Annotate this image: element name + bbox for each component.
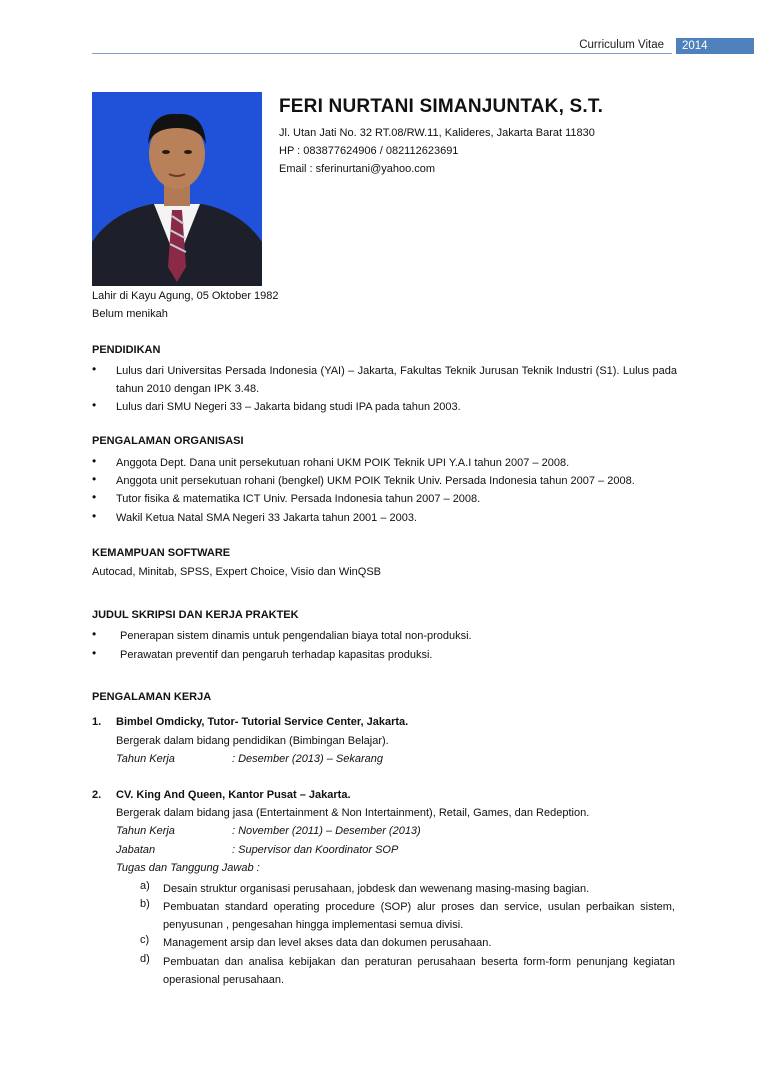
- header-title: Curriculum Vitae: [579, 39, 664, 51]
- organisasi-item-2: Anggota unit persekutuan rohani (bengkel) UKM POIK Teknik Univ. Persada Indonesia tahun 2007 – 2008.: [116, 475, 635, 487]
- list-item: [92, 398, 677, 416]
- profile-status: Belum menikah: [92, 308, 168, 320]
- task-item: [140, 898, 675, 934]
- job-1-tahun-value: : Desember (2013) – Sekarang: [232, 753, 384, 765]
- bullet-icon: •: [92, 646, 97, 660]
- bullet-icon: •: [92, 454, 97, 468]
- job-2-tugas-label: Tugas dan Tanggung Jawab :: [116, 862, 260, 874]
- job-2-jabatan-label: Jabatan: [116, 844, 156, 856]
- task-text: Pembuatan dan analisa kebijakan dan peraturan perusahaan beserta form-form penunjang kegiatan operasional perusahaan.: [163, 956, 675, 986]
- skripsi-item-2: Perawatan preventif dan pengaruh terhadap kapasitas produksi.: [120, 649, 433, 661]
- bullet-icon: •: [92, 490, 97, 504]
- header-year: 2014: [676, 38, 754, 54]
- list-item: [92, 627, 677, 645]
- profile-name: FERI NURTANI SIMANJUNTAK, S.T.: [279, 96, 604, 117]
- portrait-illustration: [92, 92, 262, 286]
- task-item: [140, 953, 675, 989]
- pendidikan-item-2: Lulus dari SMU Negeri 33 – Jakarta bidang studi IPA pada tahun 2003.: [116, 401, 461, 413]
- list-item: [92, 646, 677, 664]
- profile-birth: Lahir di Kayu Agung, 05 Oktober 1982: [92, 290, 279, 302]
- job-1-number: 1.: [92, 716, 102, 728]
- list-item: [92, 454, 677, 472]
- profile-address: Jl. Utan Jati No. 32 RT.08/RW.11, Kalideres, Jakarta Barat 11830: [279, 127, 595, 139]
- job-1-desc: Bergerak dalam bidang pendidikan (Bimbingan Belajar).: [116, 735, 389, 747]
- job-2-tahun-value: : November (2011) – Desember (2013): [232, 825, 421, 837]
- list-item: [92, 362, 677, 398]
- task-text: Pembuatan standard operating procedure (SOP) alur proses dan service, usulan perbaikan sistem, penyusunan , pengesahan hingga implementasi semua divisi.: [163, 901, 675, 931]
- section-title-kerja: PENGALAMAN KERJA: [92, 691, 212, 703]
- profile-photo: [92, 92, 262, 286]
- skripsi-item-1: Penerapan sistem dinamis untuk pengendalian biaya total non-produksi.: [120, 630, 472, 642]
- header-rule: [92, 53, 672, 54]
- task-text: Management arsip dan level akses data dan dokumen perusahaan.: [163, 937, 492, 949]
- job-1-company: Bimbel Omdicky, Tutor- Tutorial Service Center, Jakarta.: [116, 716, 409, 728]
- section-title-skripsi: JUDUL SKRIPSI DAN KERJA PRAKTEK: [92, 609, 299, 621]
- software-list: Autocad, Minitab, SPSS, Expert Choice, Visio dan WinQSB: [92, 566, 381, 578]
- bullet-icon: •: [92, 472, 97, 486]
- organisasi-item-1: Anggota Dept. Dana unit persekutuan rohani UKM POIK Teknik UPI Y.A.I tahun 2007 – 2008.: [116, 457, 570, 469]
- profile-phone: HP : 083877624906 / 082112623691: [279, 145, 459, 157]
- section-title-organisasi: PENGALAMAN ORGANISASI: [92, 435, 244, 447]
- list-item: [92, 490, 677, 508]
- task-item: [140, 880, 675, 898]
- section-title-software: KEMAMPUAN SOFTWARE: [92, 547, 231, 559]
- job-2-desc: Bergerak dalam bidang jasa (Entertainment & Non Intertainment), Retail, Games, dan Redeption.: [116, 807, 590, 819]
- organisasi-item-4: Wakil Ketua Natal SMA Negeri 33 Jakarta tahun 2001 – 2003.: [116, 512, 418, 524]
- task-letter: c): [140, 934, 150, 946]
- pendidikan-item-1: Lulus dari Universitas Persada Indonesia (YAI) – Jakarta, Fakultas Teknik Jurusan Teknik Industri (S1). Lulus pada tahun 2010 dengan IPK 3.48.: [116, 365, 677, 395]
- bullet-icon: •: [92, 509, 97, 523]
- list-item: [92, 472, 677, 490]
- list-item: [92, 509, 677, 527]
- section-title-pendidikan: PENDIDIKAN: [92, 344, 161, 356]
- bullet-icon: •: [92, 398, 97, 412]
- task-letter: d): [140, 953, 150, 965]
- job-2-tahun-label: Tahun Kerja: [116, 825, 175, 837]
- job-2-company: CV. King And Queen, Kantor Pusat – Jakarta.: [116, 789, 351, 801]
- task-letter: b): [140, 898, 150, 910]
- page-header: [0, 38, 768, 54]
- job-1-tahun-label: Tahun Kerja: [116, 753, 175, 765]
- task-letter: a): [140, 880, 150, 892]
- profile-email: Email : sferinurtani@yahoo.com: [279, 163, 436, 175]
- bullet-icon: •: [92, 362, 97, 376]
- task-item: [140, 934, 675, 952]
- job-2-number: 2.: [92, 789, 102, 801]
- organisasi-item-3: Tutor fisika & matematika ICT Univ. Persada Indonesia tahun 2007 – 2008.: [116, 493, 481, 505]
- task-text: Desain struktur organisasi perusahaan, jobdesk dan wewenang masing-masing bagian.: [163, 883, 590, 895]
- job-2-jabatan-value: : Supervisor dan Koordinator SOP: [232, 844, 399, 856]
- bullet-icon: •: [92, 627, 97, 641]
